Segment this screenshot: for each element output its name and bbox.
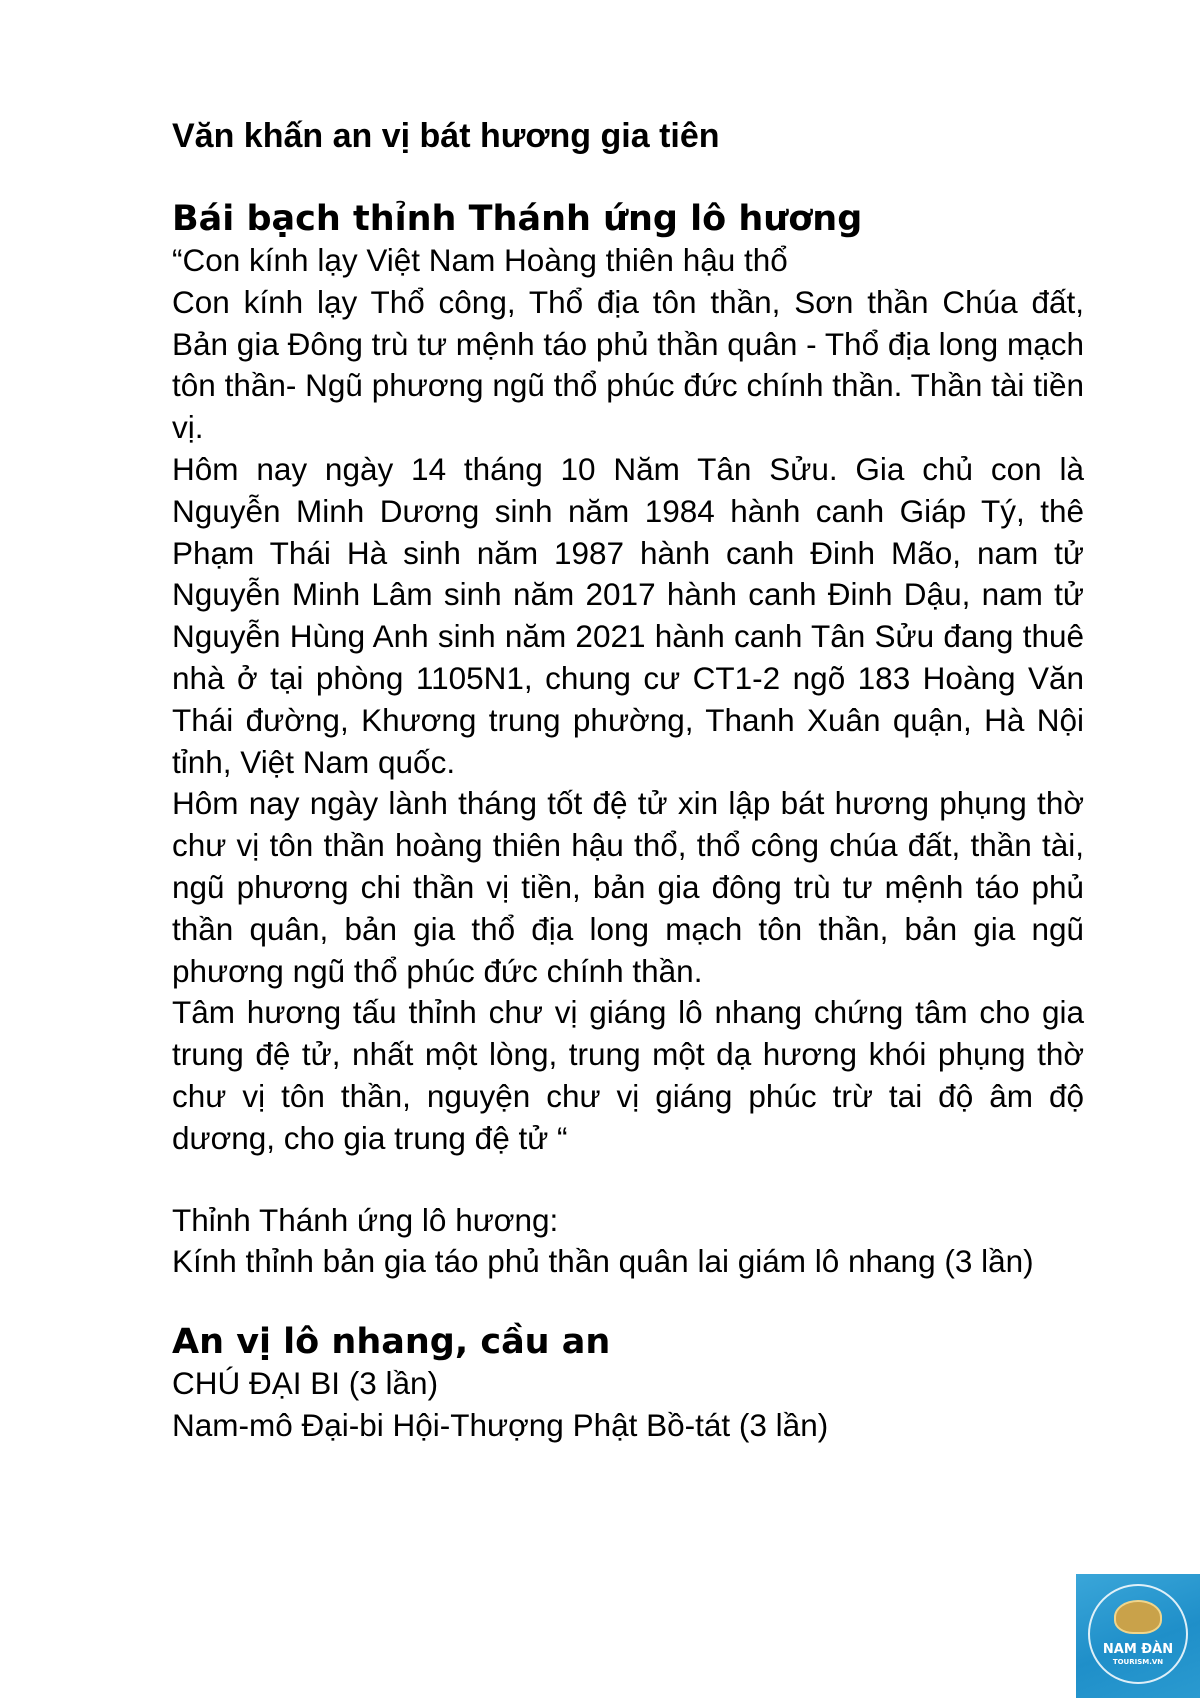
paragraph: Tâm hương tấu thỉnh chư vị giáng lô nhang chứng tâm cho gia trung đệ tử, nhất một lòng, trung một dạ hương khói phụng thờ chư vị tôn thần, nguyện chư vị giáng phúc trừ tai độ âm độ dương, cho gia trung đệ tử “	[172, 994, 1084, 1156]
document-page	[172, 112, 1084, 1447]
chant-line: CHÚ ĐẠI BI (3 lần)	[172, 1365, 439, 1402]
invite-label: Thỉnh Thánh ứng lô hương:	[172, 1201, 559, 1238]
logo-name: NAM ĐÀN	[1102, 1642, 1174, 1657]
chant-line: Nam-mô Đại-bi Hội-Thượng Phật Bồ-tát (3 lần)	[172, 1406, 829, 1443]
paragraph: Hôm nay ngày 14 tháng 10 Năm Tân Sửu. Gia chủ con là Nguyễn Minh Dương sinh năm 1984 hành canh Giáp Tý, thê Phạm Thái Hà sinh năm 1987 hành canh Đinh Mão, nam tử Nguyễn Minh Lâm sinh năm 2017 hành canh Đinh Dậu, nam tử Nguyễn Hùng Anh sinh năm 2021 hành canh Tân Sửu đang thuê nhà ở tại phòng 1105N1, chung cư CT1-2 ngõ 183 Hoàng Văn Thái đường, Khương trung phường, Thanh Xuân quận, Hà Nội tỉnh, Việt Nam quốc.	[172, 450, 1084, 780]
document-title: Văn khấn an vị bát hương gia tiên	[172, 117, 720, 155]
invite-text: Kính thỉnh bản gia táo phủ thần quân lai giám lô nhang (3 lần)	[172, 1243, 1034, 1280]
logo-url: TOURISM.VN	[1112, 1658, 1164, 1666]
section-heading-an-vi: An vị lô nhang, cầu an	[172, 1322, 611, 1363]
paragraph: Con kính lạy Thổ công, Thổ địa tôn thần, Sơn thần Chúa đất, Bản gia Đông trù tư mệnh táo phủ thần quân - Thổ địa long mạch tôn thần- Ngũ phương ngũ thổ phúc đức chính thần. Thần tài tiền vị.	[172, 283, 1084, 446]
section-heading-bai-bach: Bái bạch thỉnh Thánh ứng lô hương	[172, 199, 863, 239]
dragon-emblem-icon	[1114, 1600, 1162, 1634]
logo-ring	[1088, 1584, 1188, 1684]
paragraph: Hôm nay ngày lành tháng tốt đệ tử xin lập bát hương phụng thờ chư vị tôn thần hoàng thiên hậu thổ, thổ công chúa đất, thần tài, ngũ phương chi thần vị tiền, bản gia đông trù tư mệnh táo phủ thần quân, bản gia thổ địa long mạch tôn thần, bản gia ngũ phương ngũ thổ phúc đức chính thần.	[172, 785, 1084, 989]
paragraph: “Con kính lạy Việt Nam Hoàng thiên hậu thổ	[172, 242, 788, 278]
nam-dan-tourism-logo	[1076, 1574, 1200, 1698]
